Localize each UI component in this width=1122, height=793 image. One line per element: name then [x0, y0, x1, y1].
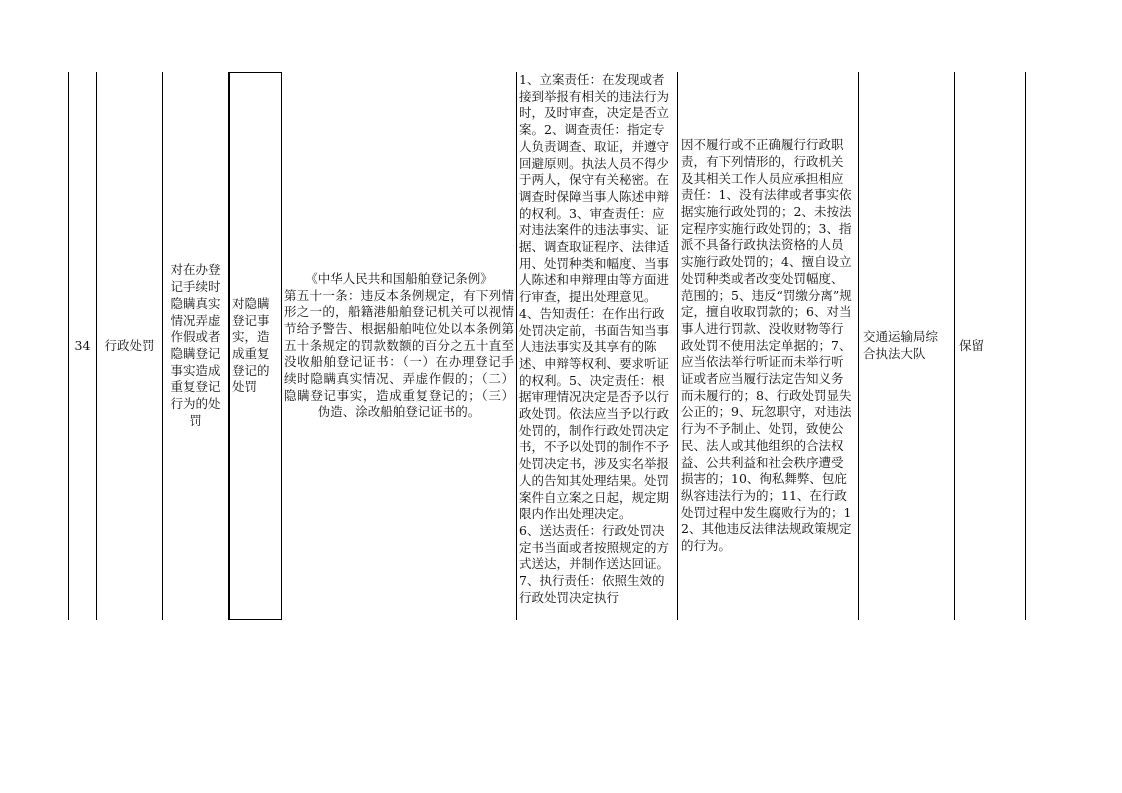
accountability-cell	[678, 72, 859, 620]
row-number-cell	[68, 72, 97, 620]
responsibility-text-part1: 1、立案责任：在发现或者接到举报有相关的违法行为时，及时审查，决定是否立案。2、调查责任：指定专人负责调查、取证，并遵守回避原则。执法人员不得少于两人，保守有关秘密。在调查时保障当事人陈述申辩的权利。3、审查责任：应对违法案件的违法事实、证据、调查取证程序、法律适用、处罚种类和幅度、当事人陈述和申辩理由等方面进行审查，提出处理意见。4、告知责任：在作出行政处罚决定前，书面告知当事人违法事实及其享有的陈述、申辩等权利、要求听证的权利。5、决定责任：根据审理情况决定是否予以行政处罚。依法应当予以行政处罚的，制作行政处罚决定书，不予以处罚的制作不予处罚决定书，涉及实名举报人的告知其处理结果。处罚案件自立案之日起，规定期限内作出处理决定。	[519, 72, 670, 522]
sub-item-cell	[229, 72, 282, 620]
department-cell	[859, 72, 955, 620]
responsibility-text-part2: 6、送达责任：行政处罚决定书当面或者按照规定的方式送达，并制作送达回证。7、执行责任：依照生效的行政处罚决定执行	[519, 522, 670, 605]
legal-basis-body: 第五十一条：违反本条例规定，有下列情形之一的，船籍港船舶登记机关可以视情节给予警告、根据船舶吨位处以本条例第五十条规定的罚款数额的百分之五十直至没收船舶登记证书：（一）在办理登记手续时隐瞒真实情况、弄虚作假的；（二）隐瞒登记事实，造成重复登记的；（三）伪造、涂改船舶登记证书的。	[284, 287, 514, 420]
responsibility-block	[519, 72, 675, 607]
row-number: 34	[74, 337, 91, 353]
status-cell	[955, 72, 1026, 620]
responsibility-cell	[517, 72, 678, 620]
legal-basis-title: 《中华人民共和国船舶登记条例》	[305, 270, 493, 286]
accountability-text: 因不履行或不正确履行行政职责，有下列情形的，行政机关及其相关工作人员应承担相应责任：1、没有法律或者事实依据实施行政处罚的；2、未按法定程序实施行政处罚的；3、指派不具备行政执法资格的人员实施行政处罚的；4、擅自设立处罚种类或者改变处罚幅度、范围的；5、违反“罚缴分离”规定，擅自收取罚款的；6、对当事人进行罚款、没收财物等行政处罚不使用法定单据的；7、应当依法举行听证而未举行听证或者应当履行法定告知义务而未履行的；8、行政处罚显失公正的；9、玩忽职守，对违法行为不予制止、处罚，致使公民、法人或其他组织的合法权益、公共利益和社会秩序遭受损害的；10、徇私舞弊、包庇纵容违法行为的；11、在行政处罚过程中发生腐败行为的；12、其他违反法律法规政策规定的行为。	[681, 137, 852, 554]
status-text: 保留	[959, 337, 985, 353]
item-name-text: 对在办登记手续时隐瞒真实情况弄虚作假或者隐瞒登记事实造成重复登记行为的处罚	[170, 262, 221, 428]
legal-basis-cell	[282, 72, 517, 620]
item-name-cell	[163, 72, 229, 620]
legal-basis-block	[284, 271, 514, 421]
department-text: 交通运输局综合执法大队	[863, 329, 939, 361]
sub-item-text: 对隐瞒登记事实，造成重复登记的处罚	[232, 295, 270, 395]
category-cell	[97, 72, 163, 620]
category-text: 行政处罚	[104, 337, 155, 353]
